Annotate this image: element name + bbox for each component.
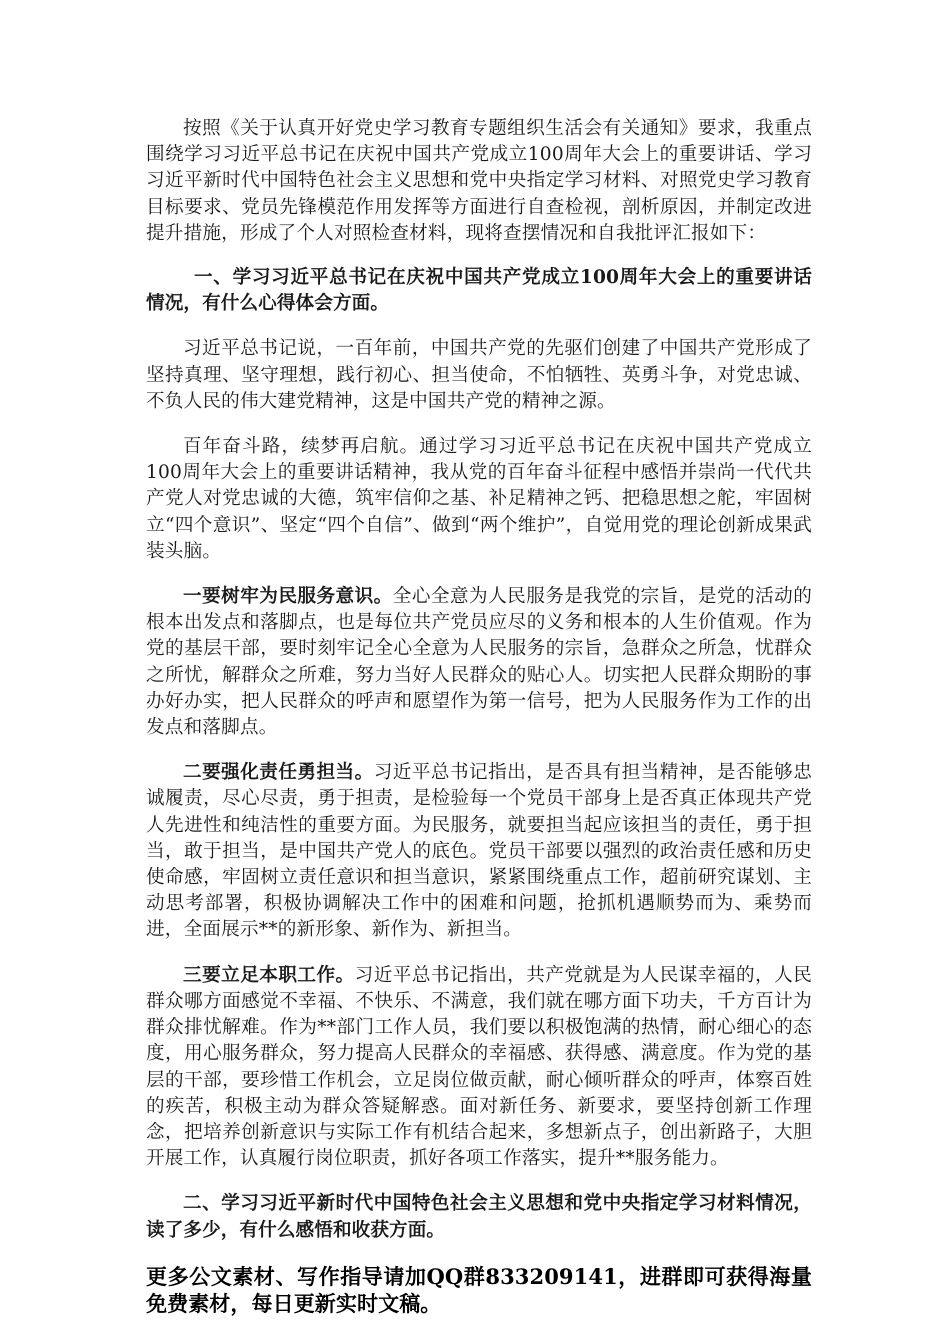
paragraph-3: [146, 584, 812, 741]
paragraph-5-body: 习近平总书记指出，共产党就是为人民谋幸福的，人民群众哪方面感觉不幸福、不快乐、不满意，我们就在哪方面下功夫，千方百计为群众排忧解难。作为**部门工作人员，我们要以积极饱满的热情，耐心细心的态度，用心服务群众，努力提高人民群众的幸福感、获得感、满意度。作为党的基层的干部，要珍惜工作机会，立足岗位做贡献，耐心倾听群众的呼声，体察百姓的疾苦，积极主动为群众答疑解惑。面对新任务、新要求，要坚持创新工作理念，把培养创新意识与实际工作有机结合起来，多想新点子，创出新路子，大胆开展工作，认真履行岗位职责，抓好各项工作落实，提升**服务能力。: [146, 964, 812, 1170]
paragraph-3-lead: 一要树牢为民服务意识。: [183, 586, 393, 608]
paragraph-4-body: 习近平总书记指出，是否具有担当精神，是否能够忠诚履责，尽心尽责，勇于担责，是检验每一个党员干部身上是否真正体现共产党人先进性和纯洁性的重要方面。为民服务，就要担当起应该担当的责任，勇于担当，敢于担当，是中国共产党人的底色。党员干部要以强烈的政治责任感和历史使命感，牢固树立责任意识和担当意识，紧紧围绕重点工作，超前研究谋划、主动思考部署，积极协调解决工作中的困难和问题，抢抓机遇顺势而为、乘势而进，全面展示**的新形象、新作为、新担当。: [146, 762, 812, 941]
section-2-heading: 二、学习习近平新时代中国特色社会主义思想和党中央指定学习材料情况，读了多少，有什么感悟和收获方面。: [146, 1193, 812, 1241]
paragraph-2: 百年奋斗路，续梦再启航。通过学习习近平总书记在庆祝中国共产党成立100周年大会上的重要讲话精神，我从党的百年奋斗征程中感悟并崇尚一代代共产党人对党忠诚的大德，筑牢信仰之基、补足精神之钙、把稳思想之舵，牢固树立“四个意识”、坚定“四个自信”、做到“两个维护”，自觉用党的理论创新成果武装头脑。: [146, 436, 812, 562]
intro-paragraph: 按照《关于认真开好党史学习教育专题组织生活会有关通知》要求，我重点围绕学习习近平总书记在庆祝中国共产党成立100周年大会上的重要讲话、学习习近平新时代中国特色社会主义思想和党中央指定学习材料、对照党史学习教育目标要求、党员先锋模范作用发挥等方面进行自查检视，剖析原因，并制定改进提升措施，形成了个人对照检查材料，现将查摆情况和自我批评汇报如下：: [146, 118, 812, 244]
document-page: [146, 116, 812, 1318]
promo-footer: 更多公文素材、写作指导请加QQ群833209141，进群即可获得海量免费素材，每日更新实时文稿。: [146, 1263, 812, 1317]
paragraph-3-body: 全心全意为人民服务是我党的宗旨，是党的活动的根本出发点和落脚点，也是每位共产党员应尽的义务和根本的人生价值观。作为党的基层干部，要时刻牢记全心全意为人民服务的宗旨，急群众之所急，忧群众之所忧，解群众之所难，努力当好人民群众的贴心人。切实把人民群众期盼的事办好办实，把人民群众的呼声和愿望作为第一信号，把为人民服务作为工作的出发点和落脚点。: [146, 586, 813, 739]
paragraph-5-lead: 三要立足本职工作。: [183, 964, 355, 986]
section-1-heading: 一、学习习近平总书记在庆祝中国共产党成立100周年大会上的重要讲话情况，有什么心得体会方面。: [146, 267, 812, 315]
paragraph-4-lead: 二要强化责任勇担当。: [183, 762, 374, 784]
paragraph-4: [146, 760, 812, 943]
paragraph-5: [146, 963, 812, 1173]
paragraph-1: 习近平总书记说，一百年前，中国共产党的先驱们创建了中国共产党形成了坚持真理、坚守理想，践行初心、担当使命，不怕牺牲、英勇斗争，对党忠诚、不负人民的伟大建党精神，这是中国共产党的精神之源。: [146, 338, 812, 412]
